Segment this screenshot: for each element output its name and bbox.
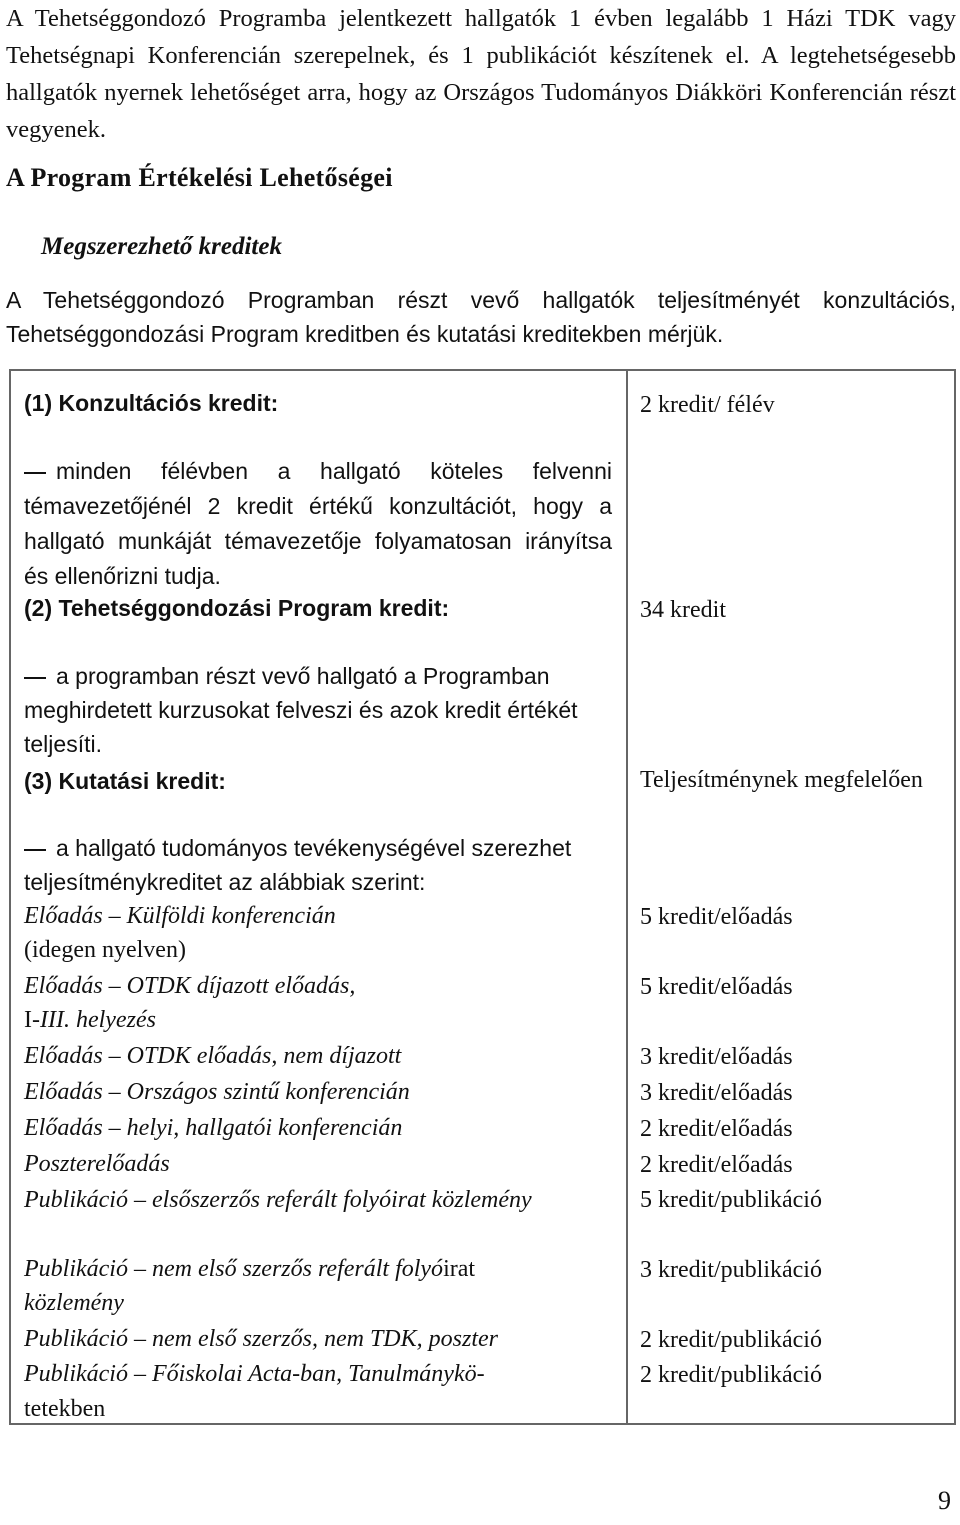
page-number: 9 (938, 1486, 951, 1515)
credit-item-label-cont: közlemény (24, 1290, 124, 1316)
research-credit-description: a hallgató tudományos tevékenységével szerezhet teljesítménykreditet az alábbiak szerint: (24, 835, 572, 895)
credit-item-value: 2 kredit/előadás (640, 1152, 793, 1178)
credit-item-label: Előadás – OTDK díjazott előadás, (24, 973, 356, 999)
talent-program-credit-description: a programban részt vevő hallgató a Programban meghirdetett kurzusokat felveszi és azok kredit értékét teljesíti. (24, 663, 578, 757)
credit-item-value: 3 kredit/előadás (640, 1080, 793, 1106)
table-column-divider (626, 369, 628, 1425)
credit-item-value: 2 kredit/előadás (640, 1116, 793, 1142)
credit-item-label-cont: tetekben (24, 1396, 106, 1422)
credit-item-value: 3 kredit/publikáció (640, 1257, 822, 1283)
talent-program-credit-value: 34 kredit (640, 597, 726, 623)
consultation-credit-heading: (1) Konzultációs kredit: (24, 390, 279, 416)
credit-item-label: Publikáció – nem első szerzős referált folyóirat (24, 1256, 476, 1282)
credit-item-note: (idegen nyelven) (24, 937, 186, 963)
credits-paragraph: A Tehetséggondozó Programban részt vevő hallgatók teljesítményét konzultációs, Tehetséggondozási Program kreditben és kutatási kreditekben mérjük. (6, 287, 956, 347)
credit-item-label: Előadás – helyi, hallgatói konferencián (24, 1115, 403, 1141)
credit-item-label: Előadás – Külföldi konferencián (24, 903, 336, 929)
credit-item-value: 5 kredit/előadás (640, 904, 793, 930)
section-title: A Program Értékelési Lehetőségei (6, 163, 393, 192)
credit-item-value: 3 kredit/előadás (640, 1044, 793, 1070)
dash-bullet (24, 849, 46, 851)
dash-bullet (24, 677, 46, 679)
credit-item-label: Publikáció – elsőszerzős referált folyóirat közlemény (24, 1187, 532, 1213)
research-credit-value: Teljesítménynek megfelelően (640, 767, 923, 793)
credit-item-value: 2 kredit/publikáció (640, 1327, 822, 1353)
subsection-title: Megszerezhető kreditek (41, 233, 282, 260)
consultation-credit-description: minden félévben a hallgató köteles felvenni témavezetőjénél 2 kredit értékű konzultációt, hogy a hallgató munkáját témavezetője folyamatosan irányítsa és ellenőrizni tudja. (24, 458, 612, 589)
credit-item-label: Előadás – OTDK előadás, nem díjazott (24, 1043, 402, 1069)
credit-item-value: 5 kredit/előadás (640, 974, 793, 1000)
intro-text: A Tehetséggondozó Programba jelentkezett hallgatók 1 évben legalább 1 Házi TDK vagy Tehetségnapi Konferencián szerepelnek, és 1 publikációt készítenek el. A legtehetségesebb hallgatók nyernek lehetőséget arra, hogy az Országos Tudományos Diákköri Konferencián részt vegyenek. (6, 5, 956, 143)
credit-item-note: I-III. helyezés (24, 1007, 156, 1033)
research-credit-heading: (3) Kutatási kredit: (24, 768, 226, 794)
credit-item-label: Publikáció – Főiskolai Acta-ban, Tanulmánykö- (24, 1361, 485, 1387)
credit-item-label: Poszterelőadás (24, 1151, 170, 1177)
credit-item-label: Publikáció – nem első szerzős, nem TDK, poszter (24, 1326, 498, 1352)
credit-item-label: Előadás – Országos szintű konferencián (24, 1079, 410, 1105)
intro-paragraph (6, 0, 956, 148)
dash-bullet (24, 472, 46, 474)
talent-program-credit-heading: (2) Tehetséggondozási Program kredit: (24, 595, 450, 621)
credit-item-value: 5 kredit/publikáció (640, 1187, 822, 1213)
credit-item-value: 2 kredit/publikáció (640, 1362, 822, 1388)
consultation-credit-value: 2 kredit/ félév (640, 392, 775, 418)
